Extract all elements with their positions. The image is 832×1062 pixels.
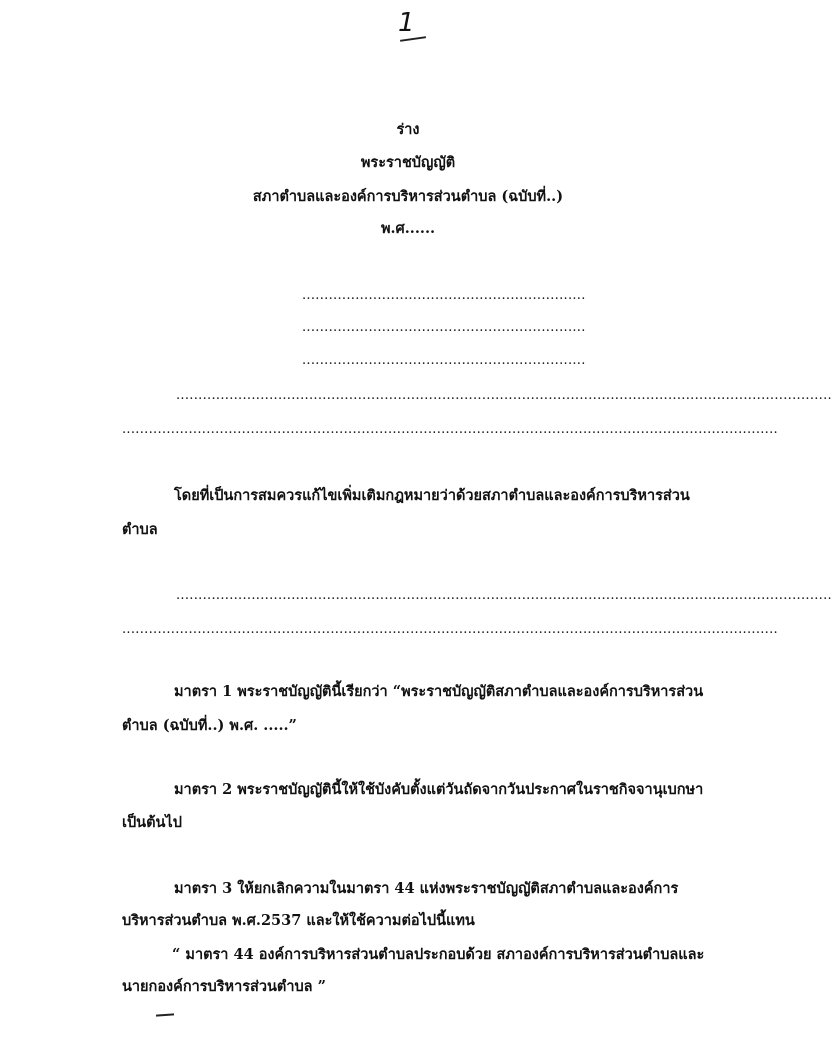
act-title: สภาตำบลและองค์การบริหารส่วนตำบล (ฉบับที่..) [252,188,564,205]
section-3-line: มาตรา 3 ให้ยกเลิกความในมาตรา 44 แห่งพระราชบัญญัติสภาตำบลและองค์การ [174,880,679,897]
section-3-line: “ มาตรา 44 องค์การบริหารส่วนตำบลประกอบด้วย สภาองค์การบริหารส่วนตำบลและ [172,946,705,963]
page-number: 1 [398,8,415,38]
dotted-line: ................................................................ [302,353,586,368]
dotted-line: .................................................................................................................................................... [122,622,778,637]
dotted-line: .................................................................................................................................................... [176,388,832,403]
handwritten-dash [156,1013,174,1016]
act-label: พระราชบัญญัติ [360,154,456,171]
preamble-line: โดยที่เป็นการสมควรแก้ไขเพิ่มเติมกฎหมายว่าด้วยสภาตำบลและองค์การบริหารส่วน [174,487,690,504]
dotted-line: .................................................................................................................................................... [176,588,832,603]
section-2-line: มาตรา 2 พระราชบัญญัตินี้ให้ใช้บังคับตั้งแต่วันถัดจากวันประกาศในราชกิจจานุเบกษา [174,781,704,798]
preamble-line: ตำบล [122,521,158,538]
dotted-line: ................................................................ [302,288,586,303]
draft-label: ร่าง [396,121,420,138]
act-year: พ.ศ...... [380,220,436,237]
dotted-line: .................................................................................................................................................... [122,422,778,437]
section-3-line: นายกองค์การบริหารส่วนตำบล ” [122,978,326,995]
section-3-line: บริหารส่วนตำบล พ.ศ.2537 และให้ใช้ความต่อไปนี้แทน [122,912,475,929]
section-1-line: มาตรา 1 พระราชบัญญัตินี้เรียกว่า “พระราชบัญญัติสภาตำบลและองค์การบริหารส่วน [174,683,704,700]
section-1-line: ตำบล (ฉบับที่..) พ.ศ. .....” [122,717,297,734]
section-2-line: เป็นต้นไป [122,814,182,831]
dotted-line: ................................................................ [302,320,586,335]
